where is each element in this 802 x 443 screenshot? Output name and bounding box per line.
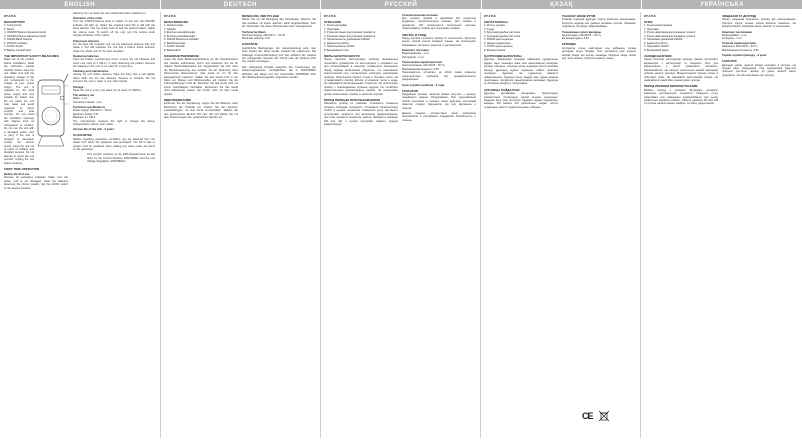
safety-text: Құралды пайдаланар алдында пайдалану нұсқаулығын мұқият оқып шығыңыз және оны анықтамалық материал ретінде сақтаңыз. Алғашқы қосар алдында электр желісінің кернеуі құралдың жұмыс кернеуіне сәйкес келетінін тексеріңіз. Құралды тек тұрмыстық мақсатта пайдаланыңыз. Құралды жылу көздері мен судың жанына орнатпаңыз. Желдеткіш саңылауларды жаппаңыз. Құралды өз бетіңізше жөндеуге тырыспаңыз. [484, 58, 558, 86]
description-item: 4. Ein/Aus-Lautstärkeregler [164, 34, 196, 38]
page-kazakh [484, 12, 636, 438]
antenna-title: Телескопическая антенна [402, 13, 438, 17]
delivery-item: Радиоприёмник - 1 шт. [402, 52, 430, 56]
english-col-2 [73, 12, 155, 438]
delivery-item: Инструкция - 1 шт. [402, 55, 425, 59]
safety-text: Перед початком експлуатації приладу уважно прочитайте керівництво з експлуатації та збережіть його для використання в якості довідкового матеріалу. Переконайтеся, що напруга електричної мережі відповідає робочій напрузі приладу. Використовуйте прилад тільки в побутових цілях. Не закривайте вентиляційні отвори. Не намагайтеся самостійно ремонтувати прилад. [644, 58, 718, 82]
guarantee-title: КЕПІЛДІК [562, 42, 576, 47]
service-life-title: Service life of the unit - 3 years [73, 127, 115, 132]
description-item: 4. Қосу/өшіру/дыбыс реттегіші [484, 34, 521, 38]
care-text: Ziehen Sie vor der Reinigung den Netzstecker. Wischen Sie das Gehäuse mit einem weichen, leicht angefeuchteten Tuch ab. Verwenden Sie keine Scheuermittel oder Lösungsmittel. [242, 18, 316, 29]
model-title: KT-1713 [644, 14, 656, 18]
description-item: 1. Tuning Knob [4, 24, 22, 28]
delivery-item: Instruction manual - 1 pc. [73, 100, 103, 104]
guarantee-title: ГАРАНТИЯ [402, 88, 418, 93]
description-title: BESCHREIBUNG [164, 20, 189, 25]
safety-title: SICHERHEITSHINWEISE [164, 54, 200, 59]
page-english [4, 12, 156, 438]
description-item: 3. Қосу/өшіру/дыбыс реттегіші [484, 31, 521, 35]
replacing-batteries-text: Open the battery compartment cover, remove the old batteries and insert new ones (4 x UM-2 / C size) observing the polarity. Remove the batteries if the unit is not used for a long time. [73, 58, 155, 68]
header-russian: РУССКИЙ [321, 0, 482, 9]
description-item: 3. Ручка вкл./выкл./регулировки громкости [324, 31, 376, 35]
description-item: 4. ON/OFF/Volume Adjustment knob [4, 34, 46, 38]
care-text: Тазалар алдында құралды электр желісінен ажыратыңыз. Корпусты жұмсақ сәл дымқыл матамен сүртіңіз. Абразивті тазалағыш заттарды пайдаланбаңыз. [562, 18, 636, 29]
care-text: Перед чищенням відключіть прилад від електромережі. Протріть корпус м'якою злегка вологою тканиною. Не використовуйте абразивні миючі засоби та розчинники. [722, 18, 796, 29]
description-item: 3. ON/OFF/Volume Adjustment knob [4, 31, 46, 35]
spec-item: Максимальна потужність: 6 Вт [722, 48, 759, 52]
service-life-title: Срок службы прибора - 3 года [402, 82, 445, 87]
description-item: 5. FM/AM ауыстырғышы [484, 38, 514, 42]
specifications-title: Technische Daten [242, 29, 266, 34]
safety-title: ЗАХОДИ БЕЗПЕКИ [644, 54, 672, 59]
care-title: ТАЗАЛАУ ЖӘНЕ КҮТІМ [562, 14, 596, 18]
specifications-title: Технические характеристики [402, 60, 443, 65]
header-english: ENGLISH [0, 0, 161, 9]
operation-text: Turn the ON/OFF/Volume knob to switch on the unit; the ON/OFF indicator will light up. Select the required band FM or AM with the band selector. Use the tuning knob to find the desired station. Adjust the volume level. To switch off the unit, turn the volume knob counter-clockwise until it clicks. [73, 20, 155, 38]
page-divider [160, 12, 161, 438]
description-item: 5. Переключатель диапазонов FM/AM [324, 38, 370, 42]
guarantee-text: Кепілдіктің толық шарттарын осы жабдықты сатқан дилерден алуға болады. Осы кепілдіктің күші жүретін мерзім ішінде кез келген шағымды білдірген кезде сатып алу чегін немесе түбіртегін көрсету керек. [562, 46, 636, 61]
telescopic-antenna-text: For the best FM reception pull out the telescopic antenna fully and rotate it. For AM reception the unit has a built-in ferrite antenna; rotate the whole unit for the best reception. [73, 42, 155, 53]
description-item: 2. Ständer [164, 27, 176, 31]
description-item: 6. Жұмыс индикаторы [484, 41, 511, 45]
page-divider [640, 12, 641, 438]
ukrainian-col-2 [722, 12, 796, 438]
model-title: KT-1713 [484, 14, 496, 18]
disposal-text: Данное изделие соответствует всем требуемым европейским и российским стандартам безопасности и гигиены. [402, 112, 476, 122]
description-item: 7. Переключатель AC/DC [324, 45, 355, 49]
first-operation-title: FIRST TIME OPERATION [4, 167, 40, 172]
header-kazakh: ҚАЗАҚ [482, 0, 643, 9]
description-item: 2. Подставка [324, 27, 340, 31]
language-header-bar [0, 0, 802, 9]
guarantee-text: Подробные условия гарантии можно получить у дилера, продавшего данное оборудование. При предъявлении любой претензии в течение срока действия настоящей гарантии следует предъявить чек или квитанцию о покупке. [402, 92, 476, 110]
deutsch-col-2 [242, 12, 316, 438]
description-item: 3. Ein/Aus-Lautstärkeregler [164, 31, 196, 35]
first-operation-text: Извлеките прибор из упаковки. Установите элементы питания, соблюдая полярность. Установите переключатель AC/DC в нужное положение. Поверните ручку вкл./выкл./регулировки громкости для включения радиоприёмника, при этом загорится индикатор работы. Выберите диапазон FM или AM и ручкой настройки найдите нужную радиостанцию. [324, 102, 398, 127]
description-item: 7. AC/DC Switch [4, 45, 24, 49]
safety-text: Make use of the product before installation. Read the instruction manual carefully before using the unit. Make sure that the operating voltage of the unit corresponds to the voltage of your power supply. The unit is supplied by the local power supply and only suitable for indoor use. Do not place the unit near water and avoid exposure to direct sunlight and heat sources. Do not cover the ventilation openings with objects such as newspapers or curtains. Do not use the unit with a damaged power cord or plug. If the unit is dropped or damaged, contact the service centre. Keep the unit out of reach of children and disabled persons. Do not attempt to repair the unit yourself. Unplug the unit before cleaning. [4, 58, 34, 165]
care-title: REINIGUNG UND PFLEGE [242, 14, 280, 18]
specifications-title: Техникалық сипаттамалары [562, 29, 602, 34]
change-note: Производитель оставляет за собой право изменять характеристики приборов без предварительного уведомления. [402, 71, 476, 82]
specifications-title: Technical specifications [73, 105, 106, 110]
header-deutsch: DEUTSCH [161, 0, 322, 9]
description-item: 8. Battery compartment [4, 48, 31, 52]
spec-item: Қоректендіру: 220-240 В ~ 50 Гц [562, 33, 601, 37]
crossed-bin-icon [599, 410, 609, 422]
deutsch-col-1 [164, 12, 238, 438]
description-title: ОПИС [644, 20, 653, 25]
spec-item: Maximum power: 6 W [73, 112, 99, 116]
first-operation-title: ПЕРЕД ПЕРШИМ ВИКОРИСТАННЯМ [644, 84, 698, 89]
spec-item: Stromversorgung: 220-240 V ~ 50 Hz [242, 33, 286, 37]
spec-item: Электропитание: 220-240 В ~ 50 Гц [402, 64, 445, 68]
description-item: 7. AC/DC Schalter [164, 45, 186, 49]
delivery-set-title: The delivery set [73, 93, 95, 98]
service-life-title: Термін служби приладу - 3 роки [722, 53, 767, 58]
description-item: 2. Підставка [644, 27, 659, 31]
guarantee-text: Докладні умови гарантії можна отримати в дилера, що продав дане обладнання. При пред'явленні будь-якої претензії протягом терміну дії даної гарантії варто пред'явити чек або квитанцію про покупку. [722, 63, 796, 77]
header-ukrainian: УКРАЇНСЬКА [642, 0, 802, 9]
safety-title: МЕРЫ БЕЗОПАСНОСТИ [324, 54, 360, 59]
disposal-text: Das vorliegende Produkt entspricht den Forderungen der elektromagnetischen Verträglichkeit, die in 2004/108/EC Richtlinie des Rates und den Vorschriften 2006/95/EC über die Niederspannungsgeräte vorgesehen werden. [242, 65, 316, 80]
compliance-symbols [582, 410, 609, 422]
disposal-text: This product conforms to the EMC-Requirements as laid down by the Council Directive 2004/108/EC and the Low Voltage Regulation (2006/95/EC). [87, 153, 155, 164]
spec-item: Максимальная мощность: 6 Вт [402, 67, 440, 71]
safety-text: Перед началом эксплуатации прибора внимательно прочитайте руководство по эксплуатации и сохраните его для использования в качестве справочного материала. Перед первым включением убедитесь, что напряжение электрической сети соответствует рабочему напряжению прибора. Используйте прибор только в бытовых целях. Не устанавливайте прибор вблизи источников тепла и воды. Не закрывайте вентиляционные отверстия. Не используйте прибор с повреждённым сетевым шнуром. Не пытайтесь самостоятельно ремонтировать прибор. Не разрешайте детям использовать прибор в качестве игрушки. [324, 58, 398, 96]
before-use-title: Before the first use [4, 172, 30, 177]
change-note: The manufacturer reserves the right to change the device characteristics without prior notice. [73, 119, 155, 126]
kazakh-col-1 [484, 12, 558, 438]
guarantee-title: ГАРАНТІЯ [722, 59, 737, 64]
description-item: 1. Ручка настройки [324, 24, 347, 28]
spec-item: Batteries: 4 x UM-2 [73, 116, 96, 120]
guarantee-text: Details regarding guarantee conditions can be obtained from the dealer from whom the appliance was purchased. The bill of sale or receipt must be produced when making any claim under the terms of this guarantee. [73, 137, 155, 151]
guarantee-title: GARANTIE [242, 42, 258, 47]
cleaning-text: Unplug the unit before cleaning. Wipe the body with a soft slightly damp cloth. Do not use abrasive cleaners or solvents. Do not immerse the unit in water or any other liquids. [73, 73, 155, 84]
cleaning-title: Cleaning and maintenance [73, 69, 109, 74]
page-deutsch [164, 12, 316, 438]
ce-mark: CE [582, 411, 593, 421]
description-item: 7. Перемикач AC/DC [644, 45, 670, 49]
telescopic-antenna-title: Telescopic antenna [73, 38, 99, 43]
first-operation-text: Entfernen Sie die Verpackung. Legen Sie die Batterien unter Beachtung der Polarität ein. Drehen Sie den Ein/Aus-Lautstärkeregler, um das Gerät einzuschalten. Wählen Sie den gewünschten Bereich FM oder AM und stellen Sie mit dem Abstimmregler den gewünschten Sender ein. [164, 102, 238, 120]
delivery-item: Радіоприймач - 1 шт. [722, 33, 748, 37]
spec-item: Живлення: 220-240 В ~ 50 Гц [722, 45, 758, 49]
description-title: СИПАТТАМАСЫ [484, 20, 508, 25]
description-item: 7. AC/DC ауыстырғышы [484, 45, 513, 49]
russian-col-2 [402, 12, 476, 438]
first-operation-title: ПЕРЕД ПЕРВЫМ ИСПОЛЬЗОВАНИЕМ [324, 98, 380, 103]
care-title: ЧИЩЕННЯ ТА ДОГЛЯД [722, 14, 756, 18]
description-item: 8. Батарейный отсек [324, 48, 349, 52]
model-title: KT-1713 [4, 14, 16, 18]
description-item: 1. Ручка налаштування [644, 24, 673, 28]
safety-title: ҚАУІПСІЗДІК ШАРАЛАРЫ [484, 54, 522, 59]
description-item: 6. Індикатор роботи [644, 41, 668, 45]
care-title: ЧИСТКА И УХОД [402, 32, 427, 37]
russian-col-1 [324, 12, 398, 438]
page-russian [324, 12, 476, 438]
description-item: 1. Реттеу тұтқасы [484, 24, 506, 28]
operation-lead-text: Warning! Do not leave the unit unattended when switched on. [73, 12, 147, 15]
replacing-batteries-title: Replacing batteries [73, 54, 99, 59]
first-operation-text: Құралды қаптамадан шығарыңыз. Қоректендіру элементтерін полярлықты сақтай отырып орнатыңыз. Радионы қосу үшін реттегішті бұраңыз, жұмыс индикаторы жанады. FM немесе AM диапазонын таңдап, реттеу тұтқасымен қажетті радиостанцияны табыңыз. [484, 92, 558, 109]
description-item: 2. Stand [4, 27, 14, 31]
description-item: 4. Ручка увімк./вимк./регулювання гучності [644, 34, 696, 38]
description-item: 8. Batteriefach [164, 48, 181, 52]
description-title: ОПИСАНИЕ [324, 20, 342, 25]
guarantee-title: GUARANTEE [73, 133, 93, 138]
ukrainian-col-1 [644, 12, 718, 438]
radio-drawing-icon [34, 74, 70, 154]
first-operation-title: АЛҒАШҚЫ ПАЙДАЛАНУ [484, 87, 520, 92]
page-divider [480, 12, 481, 438]
description-item: 8. Батарея бөлімі [484, 48, 505, 52]
operation-title: Operation of the radio [73, 16, 103, 21]
description-item: 5. FM/AM Bereichsumschalter [164, 38, 199, 42]
safety-title: THE IMPORTANT SAFETY MEASURES [4, 54, 59, 59]
spec-item: Ең жоғары қуаты: 6 Вт [562, 37, 589, 41]
description-item: 1. Abstimmregler [164, 24, 184, 28]
description-item: 8. Батарейний відсік [644, 48, 669, 52]
kazakh-col-2 [562, 12, 636, 438]
description-item: 5. Перемикач діапазонів FM/AM [644, 38, 683, 42]
spec-item: Power supply: 220-240 V ~ 50 Hz [73, 109, 112, 113]
model-title: KT-1713 [324, 14, 336, 18]
delivery-item: Radio - 1 pc. [73, 97, 88, 101]
care-text: Перед чисткой отключите прибор от электросети. Протрите корпус мягкой слегка влажной тканью. Не используйте абразивные чистящие средства и растворители. [402, 37, 476, 47]
storage-text: Store the unit in a dry cool place out of reach of children. [73, 88, 142, 92]
description-item: 5. FM/AM Band Selector [4, 38, 33, 42]
page-ukrainian [644, 12, 798, 438]
description-item: 6. Betriebsanzeige [164, 41, 186, 45]
description-item: 2. Тұғыр [484, 27, 495, 31]
antenna-text: Для лучшего приёма в диапазоне FM полностью выдвиньте телескопическую антенну. Для приёма в диапазоне AM используется встроенная антенна, поворачивайте прибор для улучшения приёма. [402, 17, 476, 31]
before-use-text: Remove all packaging materials. Make sure the power cord is not damaged. Insert the batteries observing the correct polarity. Set the AC/DC switch to the desired position. [4, 176, 68, 190]
first-operation-title: INBETRIEBNAHME [164, 98, 192, 103]
storage-title: Storage [73, 84, 84, 89]
guarantee-text: Ausführliche Bedingungen der Garantieleistung kann man beim Dealer, der diese Geräte verkauft hat, bekommen. Bei beliebiger Anspruchserhebung soll man während der Laufzeit der vorliegenden Garantie den Check oder die Quittung über den Ankauf vorzulegen. [242, 46, 316, 64]
delivery-item: Інструкція - 1 шт. [722, 37, 743, 41]
description-title: DESCRIPTION [4, 20, 25, 25]
specifications-title: Технічні характеристики [722, 41, 756, 46]
spec-item: Maximale Leistung: 6 W [242, 37, 270, 41]
first-operation-text: Вийміть прилад з упаковки. Встановіть елементи живлення, дотримуючись полярності. Поверніть ручку увімк./вимк. для увімкнення радіоприймача, при цьому засвітиться індикатор роботи. Оберіть діапазон FM або AM та ручкою налаштування знайдіть потрібну радіостанцію. [644, 88, 718, 106]
delivery-set-title: Комплект постачання [722, 29, 752, 34]
description-item: 6. Индикатор работы [324, 41, 350, 45]
page-divider [320, 12, 321, 438]
model-title: KT-1713 [164, 14, 176, 18]
delivery-set-title: Комплект поставки [402, 48, 429, 53]
description-item: 6. ON/OFF Indicator [4, 41, 28, 45]
safety-text: Lesen Sie diese Bedienungsanleitung vor der Inbetriebnahme des Gerätes aufmerksam durch und bewahren Sie sie für spätere Nachschlagzwecke auf. Vergewissern Sie sich, dass die Betriebsspannung des Gerätes mit der Spannung Ihres Stromnetzes übereinstimmt. Das Gerät ist nur für den Hausgebrauch bestimmt. Stellen Sie das Gerät nicht in der Nähe von Wasser und Wärmequellen auf. Decken Sie die Lüftungsöffnungen nicht ab. Benutzen Sie das Gerät nicht mit einem beschädigten Netzkabel. Reparieren Sie das Gerät nicht selbständig. Lassen Sie Kinder nicht mit dem Gerät spielen. [164, 58, 238, 96]
description-item: 4. Ручка вкл./выкл./регулировки громкости [324, 34, 376, 38]
description-item: 3. Ручка увімк./вимк./регулювання гучності [644, 31, 696, 35]
